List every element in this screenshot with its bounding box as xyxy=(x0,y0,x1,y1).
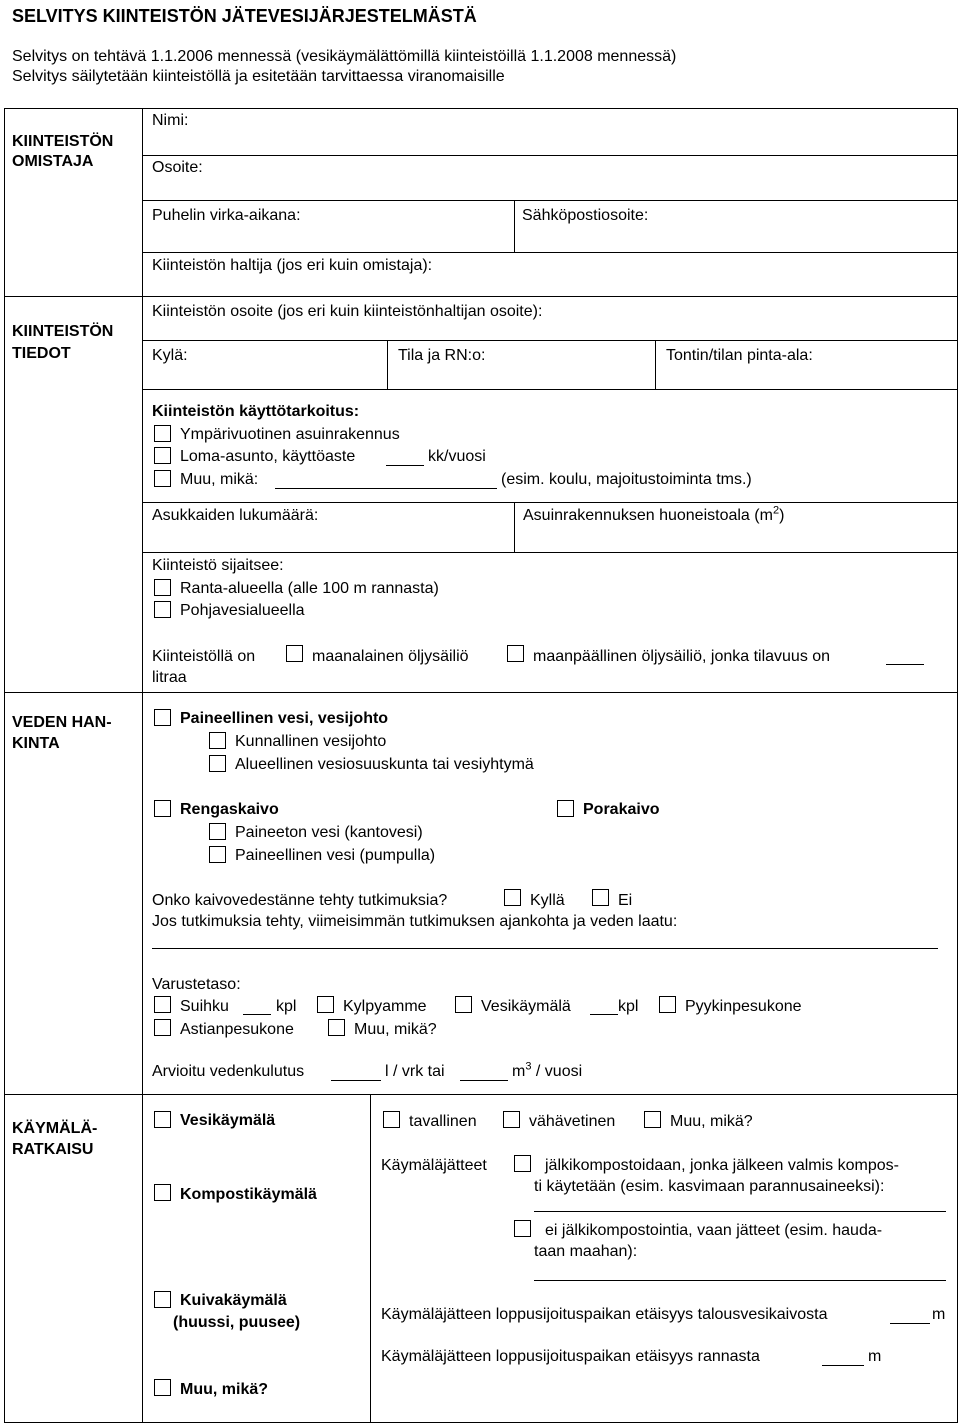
storage-text: Selvitys säilytetään kiinteistöllä ja esitetään tarvittaessa viranomaisille xyxy=(12,68,505,85)
washer-label: Pyykinpesukone xyxy=(685,998,802,1015)
pump-checkbox[interactable] xyxy=(209,846,226,863)
use-heading: Kiinteistön käyttötarkoitus: xyxy=(152,403,360,420)
email-field[interactable]: Sähköpostiosoite: xyxy=(522,207,649,224)
residents-field[interactable]: Asukkaiden lukumäärä: xyxy=(152,507,319,524)
tested-no-checkbox[interactable] xyxy=(592,889,609,906)
post-compost-blank[interactable] xyxy=(534,1211,946,1212)
municipal-checkbox[interactable] xyxy=(209,732,226,749)
equipment-other-label: Muu, mikä? xyxy=(354,1021,437,1038)
distance-well-label: Käymäläjätteen loppusijoituspaikan etäisyys talousvesikaivosta xyxy=(381,1306,828,1323)
distance-shore-blank[interactable] xyxy=(822,1365,864,1366)
cooperative-checkbox[interactable] xyxy=(209,755,226,772)
section-owner-heading-2: OMISTAJA xyxy=(12,153,94,170)
use-other-label: Muu, mikä: xyxy=(180,471,259,488)
drilled-well-label: Porakaivo xyxy=(583,801,660,818)
holder-field[interactable]: Kiinteistön haltija (jos eri kuin omistaja): xyxy=(152,257,433,274)
toilet-other2-label: Muu, mikä? xyxy=(180,1381,269,1398)
distance-shore-label: Käymäläjätteen loppusijoituspaikan etäisyys rannasta xyxy=(381,1348,760,1365)
pressurized-label: Paineellinen vesi, vesijohto xyxy=(180,710,389,727)
address-field[interactable]: Osoite: xyxy=(152,159,203,176)
shower-label: Suihku xyxy=(180,998,229,1015)
post-compost-checkbox[interactable] xyxy=(514,1155,531,1172)
use-holiday-label: Loma-asunto, käyttöaste xyxy=(180,448,356,465)
holiday-unit: kk/vuosi xyxy=(428,448,486,465)
document-title: SELVITYS KIINTEISTÖN JÄTEVESIJÄRJESTELMÄSTÄ xyxy=(12,6,477,26)
toilet-other-label: Muu, mikä? xyxy=(670,1113,753,1130)
holiday-months-blank[interactable] xyxy=(386,465,424,466)
section-water-heading-1: VEDEN HAN- xyxy=(12,714,112,731)
distance-shore-unit: m xyxy=(868,1348,882,1365)
water-toilet-label: Vesikäymälä xyxy=(180,1112,276,1129)
post-compost-text-1: jälkikompostoidaan, jonka jälkeen valmis kompos- xyxy=(545,1157,899,1174)
washer-checkbox[interactable] xyxy=(659,996,676,1013)
wc-unit: kpl xyxy=(618,998,639,1015)
phone-field[interactable]: Puhelin virka-aikana: xyxy=(152,207,301,224)
toilet-other2-checkbox[interactable] xyxy=(154,1379,171,1396)
municipal-label: Kunnallinen vesijohto xyxy=(235,733,387,750)
deadline-text: Selvitys on tehtävä 1.1.2006 mennessä (vesikäymälättömillä kiinteistöillä 1.1.2008 mennessä) xyxy=(12,48,677,65)
tested-question: Onko kaivovedestänne tehty tutkimuksia? xyxy=(152,892,448,909)
location-groundwater-checkbox[interactable] xyxy=(154,601,171,618)
tested-no-label: Ei xyxy=(618,892,633,909)
bathtub-checkbox[interactable] xyxy=(317,996,334,1013)
location-shore-checkbox[interactable] xyxy=(154,579,171,596)
oil-underground-checkbox[interactable] xyxy=(286,645,303,662)
water-toilet-checkbox[interactable] xyxy=(154,1111,171,1128)
section-toilet-heading-1: KÄYMÄLÄ- xyxy=(12,1120,98,1137)
wc-label: Vesikäymälä xyxy=(481,998,571,1015)
dry-toilet-label-1: Kuivakäymälä xyxy=(180,1292,287,1309)
consumption-daily-unit: l / vrk tai xyxy=(385,1063,445,1080)
shower-checkbox[interactable] xyxy=(154,996,171,1013)
use-other-checkbox[interactable] xyxy=(154,470,171,487)
consumption-daily-blank[interactable] xyxy=(331,1080,381,1081)
tested-when-label: Jos tutkimuksia tehty, viimeisimmän tutkimuksen ajankohta ja veden laatu: xyxy=(152,913,678,930)
use-other-example: (esim. koulu, majoitustoiminta tms.) xyxy=(501,471,752,488)
no-compost-text-2: taan maahan): xyxy=(534,1243,638,1260)
low-water-label: vähävetinen xyxy=(529,1113,616,1130)
oil-prefix: Kiinteistöllä on xyxy=(152,648,256,665)
no-compost-blank[interactable] xyxy=(534,1280,946,1281)
consumption-label: Arvioitu vedenkulutus xyxy=(152,1063,305,1080)
normal-label: tavallinen xyxy=(409,1113,477,1130)
property-address-field[interactable]: Kiinteistön osoite (jos eri kuin kiinteistönhaltijan osoite): xyxy=(152,303,543,320)
oil-aboveground-checkbox[interactable] xyxy=(507,645,524,662)
no-compost-text-1: ei jälkikompostointia, vaan jätteet (esim. hauda- xyxy=(545,1222,883,1239)
village-field[interactable]: Kylä: xyxy=(152,347,188,364)
wc-checkbox[interactable] xyxy=(455,996,472,1013)
ring-well-label: Rengaskaivo xyxy=(180,801,279,818)
section-property-heading-1: KIINTEISTÖN xyxy=(12,323,114,340)
consumption-yearly-unit: $m^3$ / vuosi xyxy=(512,1060,583,1080)
shower-count-blank[interactable] xyxy=(243,1014,271,1015)
section-owner-heading-1: KIINTEISTÖN xyxy=(12,133,114,150)
dishwasher-checkbox[interactable] xyxy=(154,1019,171,1036)
dry-toilet-checkbox[interactable] xyxy=(154,1291,171,1308)
oil-aboveground-label: maanpäällinen öljysäiliö, jonka tilavuus on xyxy=(533,648,831,665)
post-compost-text-2: ti käytetään (esim. kasvimaan parannusaineeksi): xyxy=(534,1178,885,1195)
distance-well-blank[interactable] xyxy=(890,1323,930,1324)
bathtub-label: Kylpyamme xyxy=(343,998,427,1015)
ring-well-checkbox[interactable] xyxy=(154,800,171,817)
pressurized-checkbox[interactable] xyxy=(154,709,171,726)
compost-toilet-checkbox[interactable] xyxy=(154,1184,171,1201)
dishwasher-label: Astianpesukone xyxy=(180,1021,294,1038)
location-shore-label: Ranta-alueella (alle 100 m rannasta) xyxy=(180,580,439,597)
waste-label: Käymäläjätteet xyxy=(381,1157,487,1174)
section-toilet-heading-2: RATKAISU xyxy=(12,1141,94,1158)
tested-yes-checkbox[interactable] xyxy=(504,889,521,906)
toilet-other-checkbox[interactable] xyxy=(644,1111,661,1128)
section-property-heading-2: TIEDOT xyxy=(12,345,71,362)
section-water-heading-2: KINTA xyxy=(12,735,60,752)
tested-when-blank[interactable] xyxy=(152,948,938,949)
unpressurized-label: Paineeton vesi (kantovesi) xyxy=(235,824,423,841)
location-heading: Kiinteistö sijaitsee: xyxy=(152,557,284,574)
wc-count-blank[interactable] xyxy=(590,1014,618,1015)
equipment-other-checkbox[interactable] xyxy=(328,1019,345,1036)
consumption-yearly-blank[interactable] xyxy=(460,1080,508,1081)
use-holiday-checkbox[interactable] xyxy=(154,447,171,464)
oil-underground-label: maanalainen öljysäiliö xyxy=(312,648,469,665)
estate-field[interactable]: Tila ja RN:o: xyxy=(398,347,486,364)
use-year-round-checkbox[interactable] xyxy=(154,425,171,442)
distance-well-unit: m xyxy=(932,1306,946,1323)
name-field[interactable]: Nimi: xyxy=(152,112,189,129)
use-year-round-label: Ympärivuotinen asuinrakennus xyxy=(180,426,400,443)
low-water-checkbox[interactable] xyxy=(503,1111,520,1128)
tested-yes-label: Kyllä xyxy=(530,892,565,909)
oil-unit: litraa xyxy=(152,669,187,686)
equipment-heading: Varustetaso: xyxy=(152,976,241,993)
normal-checkbox[interactable] xyxy=(383,1111,400,1128)
oil-volume-blank[interactable] xyxy=(886,664,924,665)
compost-toilet-label: Kompostikäymälä xyxy=(180,1186,317,1203)
drilled-well-checkbox[interactable] xyxy=(557,800,574,817)
unpressurized-checkbox[interactable] xyxy=(209,823,226,840)
use-other-blank[interactable] xyxy=(275,488,497,489)
cooperative-label: Alueellinen vesiosuuskunta tai vesiyhtymä xyxy=(235,756,534,773)
area-field[interactable]: Tontin/tilan pinta-ala: xyxy=(666,347,813,364)
location-groundwater-label: Pohjavesialueella xyxy=(180,602,305,619)
no-compost-checkbox[interactable] xyxy=(514,1220,531,1237)
dry-toilet-label-2: (huussi, puusee) xyxy=(173,1314,301,1331)
pump-label: Paineellinen vesi (pumpulla) xyxy=(235,847,436,864)
floor-area-field[interactable]: Asuinrakennuksen huoneistoala $(m^2)$ xyxy=(523,504,785,524)
shower-unit: kpl xyxy=(276,998,297,1015)
